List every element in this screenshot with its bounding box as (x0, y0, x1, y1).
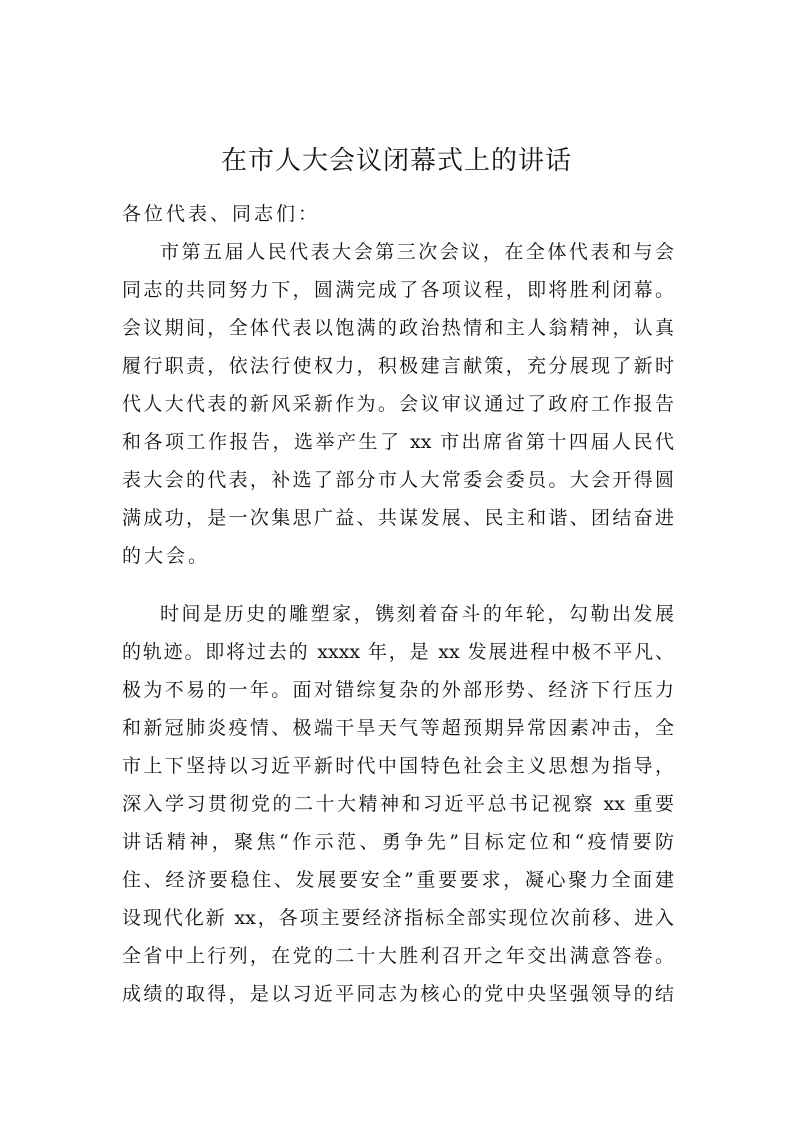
paragraph-line: 同志的共同努力下，圆满完成了各项议程，即将胜利闭幕。 (122, 279, 674, 301)
paragraph-line: 成绩的取得，是以习近平同志为核心的党中央坚强领导的结 (122, 983, 674, 1005)
paragraph-line: 履行职责，依法行使权力，积极建言献策，充分展现了新时 (122, 355, 674, 377)
paragraph-line: 和新冠肺炎疫情、极端干旱天气等超预期异常因素冲击，全 (122, 717, 674, 739)
paragraph-line: 深入学习贯彻党的二十大精神和习近平总书记视察 xx 重要 (122, 793, 674, 815)
paragraph-line: 市第五届人民代表大会第三次会议，在全体代表和与会 (160, 241, 674, 263)
paragraph-line: 的大会。 (122, 545, 211, 567)
paragraph-line: 全省中上行列，在党的二十大胜利召开之年交出满意答卷。 (122, 945, 674, 967)
paragraph-line: 极为不易的一年。面对错综复杂的外部形势、经济下行压力 (122, 679, 674, 701)
paragraph-line: 会议期间，全体代表以饱满的政治热情和主人翁精神，认真 (122, 317, 674, 339)
paragraph-line: 满成功，是一次集思广益、共谋发展、民主和谐、团结奋进 (122, 507, 674, 529)
paragraph-line: 市上下坚持以习近平新时代中国特色社会主义思想为指导， (122, 755, 674, 777)
paragraph-line: 设现代化新 xx，各项主要经济指标全部实现位次前移、进入 (122, 907, 674, 929)
paragraph-line: 表大会的代表，补选了部分市人大常委会委员。大会开得圆 (122, 469, 674, 491)
paragraph-line: 住、经济要稳住、发展要安全”重要要求，凝心聚力全面建 (122, 869, 674, 891)
paragraph-line: 代人大代表的新风采新作为。会议审议通过了政府工作报告 (122, 393, 674, 415)
greeting: 各位代表、同志们： (122, 203, 321, 225)
paragraph-line: 讲话精神，聚焦“作示范、勇争先”目标定位和“疫情要防 (122, 831, 674, 853)
paragraph-line: 的轨迹。即将过去的 xxxx 年，是 xx 发展进程中极不平凡、 (122, 641, 674, 663)
paragraph-line: 时间是历史的雕塑家，镌刻着奋斗的年轮，勾勒出发展 (160, 603, 674, 625)
document-title: 在市人大会议闭幕式上的讲话 (220, 146, 572, 176)
paragraph-line: 和各项工作报告，选举产生了 xx 市出席省第十四届人民代 (122, 431, 674, 453)
